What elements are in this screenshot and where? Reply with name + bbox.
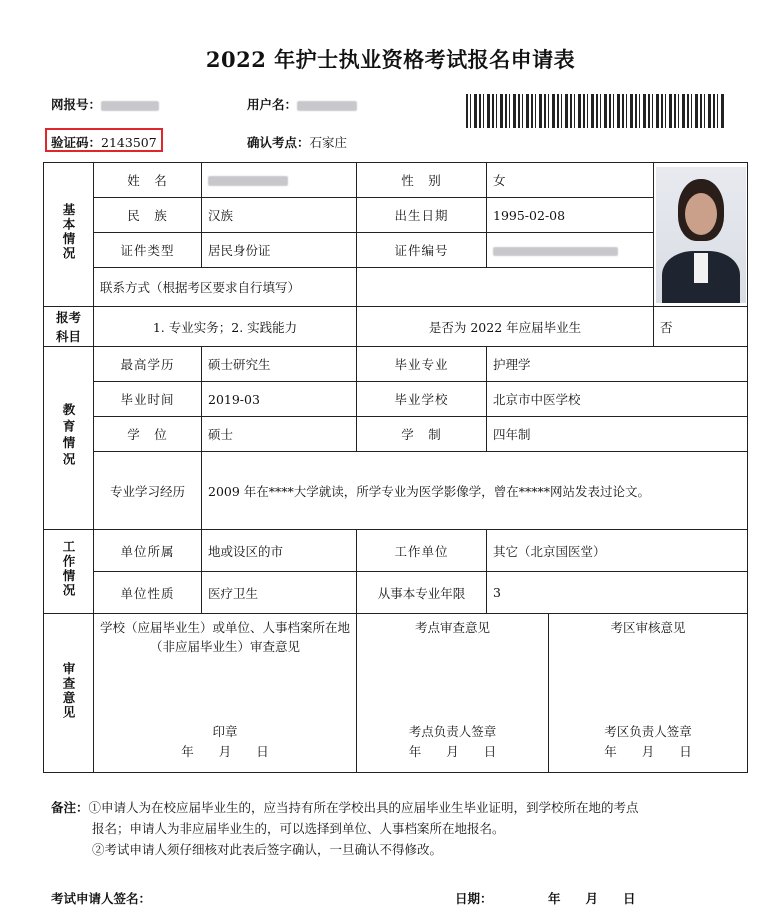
gender-value: 女	[487, 163, 654, 198]
xuezhi-label: 学 制	[357, 417, 487, 452]
xuewei-label: 学 位	[94, 417, 202, 452]
years-value: 3	[487, 572, 748, 614]
unit-label: 工作单位	[357, 530, 487, 572]
school-value: 北京市中医学校	[487, 382, 748, 417]
school-label: 毕业学校	[357, 382, 487, 417]
blurred-name	[208, 176, 288, 186]
birth-value: 1995-02-08	[487, 198, 654, 233]
highlight-box	[45, 128, 163, 152]
applicant-signature-label: 考试申请人签名：	[51, 891, 152, 906]
section-review: 审查意见	[44, 614, 94, 773]
fresh-grad-label: 是否为 2022 年应届毕业生	[357, 307, 654, 347]
barcode	[466, 94, 724, 128]
name-label: 姓 名	[94, 163, 202, 198]
years-label: 从事本专业年限	[357, 572, 487, 614]
idtype-value: 居民身份证	[202, 233, 357, 268]
net-no: 网报号：	[51, 95, 159, 113]
section-subject: 报考科目	[44, 307, 94, 347]
remarks: 备注：①申请人为在校应届毕业生的，应当持有所在学校出具的应届毕业生毕业证明，到学校所在地的考点 报名；申请人为非应届毕业生的，可以选择到单位、人事档案所在地报名。 ②考试申请人须仔细核对此表后签字确认，一旦确认不得修改。	[51, 800, 639, 857]
unit-type-label: 单位性质	[94, 572, 202, 614]
degree-label: 最高学历	[94, 347, 202, 382]
exam-site: 确认考点：石家庄	[247, 135, 348, 150]
verify-code: 验证码：2143507	[51, 135, 157, 150]
ethnic-value: 汉族	[202, 198, 357, 233]
section-basic: 基本情况	[44, 163, 94, 307]
application-form	[43, 162, 748, 773]
unit-type-value: 医疗卫生	[202, 572, 357, 614]
blurred-idno	[493, 247, 618, 256]
history-label: 专业学习经历	[94, 452, 202, 530]
idno-value	[487, 233, 654, 268]
footer-date-value: 年 月 日	[548, 891, 636, 906]
photo-cell	[654, 163, 748, 307]
idno-label: 证件编号	[357, 233, 487, 268]
contact-value	[357, 268, 654, 307]
footer-date-label: 日期：	[455, 891, 493, 906]
birth-label: 出生日期	[357, 198, 487, 233]
blurred-net-no	[101, 101, 159, 111]
blurred-username	[297, 101, 357, 111]
section-work: 工作情况	[44, 530, 94, 614]
contact-label: 联系方式（根据考区要求自行填写）	[94, 268, 357, 307]
ethnic-label: 民 族	[94, 198, 202, 233]
unit-loc-value: 地或设区的市	[202, 530, 357, 572]
form-title: 2022 年护士执业资格考试报名申请表	[205, 47, 576, 72]
grad-time-value: 2019-03	[202, 382, 357, 417]
grad-time-label: 毕业时间	[94, 382, 202, 417]
unit-value: 其它（北京国医堂）	[487, 530, 748, 572]
review-col-school: 学校（应届毕业生）或单位、人事档案所在地（非应届毕业生）审查意见 印章 年 月 日	[94, 614, 357, 773]
subject-value: 1. 专业实务；2. 实践能力	[94, 307, 357, 347]
review-col-region: 考区审核意见 考区负责人签章 年 月 日	[549, 614, 748, 773]
fresh-grad-value: 否	[654, 307, 748, 347]
section-education: 教育情况	[44, 347, 94, 530]
xuewei-value: 硕士	[202, 417, 357, 452]
review-col-site: 考点审查意见 考点负责人签章 年 月 日	[357, 614, 549, 773]
gender-label: 性 别	[357, 163, 487, 198]
idtype-label: 证件类型	[94, 233, 202, 268]
name-value	[202, 163, 357, 198]
unit-loc-label: 单位所属	[94, 530, 202, 572]
xuezhi-value: 四年制	[487, 417, 748, 452]
degree-value: 硕士研究生	[202, 347, 357, 382]
history-value: 2009 年在****大学就读，所学专业为医学影像学，曾在*****网站发表过论文。	[202, 452, 748, 530]
major-label: 毕业专业	[357, 347, 487, 382]
major-value: 护理学	[487, 347, 748, 382]
applicant-photo	[656, 167, 746, 303]
username: 用户名：	[247, 95, 357, 113]
